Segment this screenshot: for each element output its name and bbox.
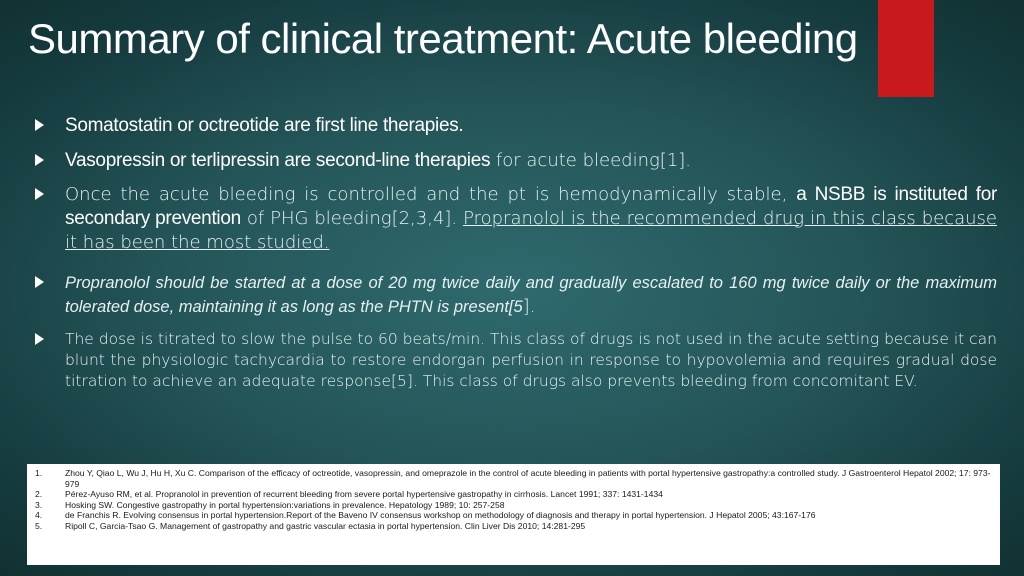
bullet-item-2 <box>35 149 997 173</box>
reference-item <box>35 468 994 489</box>
reference-number: 2. <box>35 489 43 500</box>
bullet-item-5 <box>35 329 997 392</box>
bullet-plain-text: ]. <box>522 296 536 317</box>
bullet-plain-text: Once the acute bleeding is controlled and the pt is hemodynamically stable, <box>65 184 797 205</box>
triangle-right-icon <box>35 271 65 291</box>
reference-number: 1. <box>35 468 43 478</box>
triangle-right-icon <box>35 183 65 203</box>
bullet-bold-text: Vasopressin or terlipressin are second-line therapies <box>65 150 491 171</box>
reference-item <box>35 500 994 511</box>
bullet-italic-text: Propranolol should be started at a dose of 20 mg twice daily and gradually escalated to 160 mg twice daily or the maximum tolerated dose, maintaining it as long as the PHTN is present[5 <box>65 274 997 316</box>
reference-item <box>35 489 994 500</box>
bullet-plain-text: of PHG bleeding[2,3,4]. <box>240 208 464 229</box>
reference-text: Zhou Y, Qiao L, Wu J, Hu H, Xu C. Comparison of the efficacy of octreotide, vasopressin, and omeprazole in the control of acute bleeding in patients with portal hypertensive gastropathy:a controlled study. J Gastroenterol Hepatol 2002; 17: 973-979 <box>65 468 991 489</box>
bullet-item-3 <box>35 183 997 255</box>
reference-item <box>35 510 994 521</box>
slide-title: Summary of clinical treatment: Acute bleeding <box>28 15 858 62</box>
references-box <box>27 464 1000 565</box>
bullet-text <box>65 114 997 138</box>
bullet-plain-text: The dose is titrated to slow the pulse to 60 beats/min. This class of drugs is not used in the acute setting because it can blunt the physiologic tachycardia to restore endorgan perfusion in response to hypovolemia and requires gradual dose titration to achieve an adequate response[5]. This class of drugs also prevents bleeding from concomitant EV. <box>65 330 997 390</box>
reference-number: 5. <box>35 520 43 531</box>
bullet-bold-text: Somatostatin or octreotide are first line therapies. <box>65 115 464 136</box>
bullet-bold-text: a NSBB is instituted for secondary prevention <box>65 184 997 229</box>
bullet-item-4 <box>35 271 997 319</box>
triangle-right-icon <box>35 114 65 134</box>
reference-number: 3. <box>35 499 43 510</box>
reference-text: de Franchis R. Evolving consensus in portal hypertension.Report of the Baveno IV consensus workshop on methodology of diagnosis and therapy in portal hypertension. J Hepatol 2005; 43:167-176 <box>65 510 816 521</box>
bullet-underlined-text: Propranolol is the recommended drug in this class because it has been the most studied. <box>65 208 998 253</box>
reference-text: Hosking SW. Congestive gastropathy in portal hypertension:variations in prevalence. Hepatology 1989; 10: 257-258 <box>65 499 505 510</box>
bullet-item-1 <box>35 114 997 138</box>
bullet-plain-text: for acute bleeding[1]. <box>490 150 692 171</box>
bullet-text <box>65 183 997 255</box>
reference-number: 4. <box>35 510 43 521</box>
triangle-right-icon <box>35 149 65 169</box>
reference-item <box>35 521 994 532</box>
bullet-text <box>65 271 997 319</box>
reference-text: Pérez-Ayuso RM, et al. Propranolol in prevention of recurrent bleeding from severe portal hypertensive gastropathy in cirrhosis. Lancet 1991; 337: 1431-1434 <box>65 489 663 500</box>
triangle-right-icon <box>35 329 65 349</box>
bullet-text <box>65 149 997 173</box>
reference-text: Ripoll C, Garcia-Tsao G. Management of gastropathy and gastric vascular ectasia in portal hypertension. Clin Liver Dis 2010; 14:281-295 <box>65 520 586 531</box>
